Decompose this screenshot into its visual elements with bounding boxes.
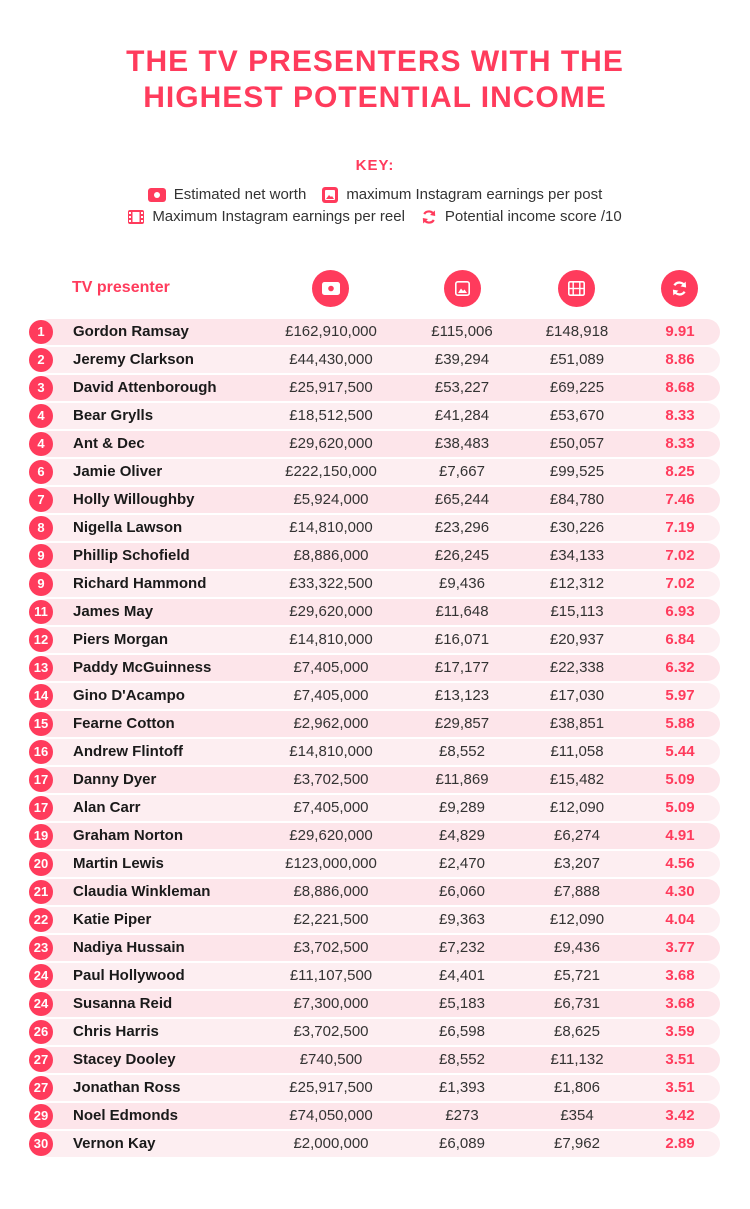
column-header-per-reel: [558, 270, 595, 307]
net-worth-value: £7,405,000: [293, 659, 369, 676]
key-heading: KEY:: [355, 157, 395, 174]
presenter-name: Claudia Winkleman: [73, 883, 211, 900]
table-row: [0, 626, 750, 654]
table-row: [0, 710, 750, 738]
table-row: [0, 514, 750, 542]
per-reel-value: £34,133: [549, 547, 605, 564]
per-post-value: £7,232: [439, 939, 485, 956]
per-reel-value: £12,090: [549, 799, 605, 816]
film-icon: [568, 281, 585, 296]
rank-badge: 7: [29, 488, 53, 512]
per-reel-value: £6,274: [554, 827, 600, 844]
rank-badge: 15: [29, 712, 53, 736]
per-reel-value: £12,312: [549, 575, 605, 592]
table-row: [0, 934, 750, 962]
rank-badge: 6: [29, 460, 53, 484]
net-worth-value: £3,702,500: [293, 771, 369, 788]
score-value: 3.51: [665, 1051, 695, 1068]
page-title: [0, 44, 750, 116]
score-value: 3.51: [665, 1079, 695, 1096]
table-row: [0, 598, 750, 626]
per-post-value: £9,363: [439, 911, 485, 928]
rank-badge: 3: [29, 376, 53, 400]
per-post-value: £1,393: [439, 1079, 485, 1096]
key-per-post-label: maximum Instagram earnings per post: [346, 186, 603, 203]
per-reel-value: £3,207: [554, 855, 600, 872]
rank-badge: 9: [29, 544, 53, 568]
rank-badge: 12: [29, 628, 53, 652]
presenter-name: Nadiya Hussain: [73, 939, 185, 956]
net-worth-value: £2,221,500: [293, 911, 369, 928]
per-post-value: £9,436: [439, 575, 485, 592]
net-worth-value: £2,000,000: [293, 1135, 369, 1152]
rank-badge: 17: [29, 796, 53, 820]
net-worth-value: £740,500: [299, 1051, 363, 1068]
rank-badge: 9: [29, 572, 53, 596]
per-post-value: £4,829: [439, 827, 485, 844]
table-row: [0, 542, 750, 570]
net-worth-value: £2,962,000: [293, 715, 369, 732]
per-post-value: £273: [445, 1107, 479, 1124]
presenter-name: Jeremy Clarkson: [73, 351, 194, 368]
per-post-value: £29,857: [434, 715, 490, 732]
table-row: [0, 850, 750, 878]
score-value: 3.68: [665, 995, 695, 1012]
table-row: [0, 682, 750, 710]
per-post-value: £9,289: [439, 799, 485, 816]
presenter-name: Alan Carr: [73, 799, 141, 816]
per-reel-value: £148,918: [545, 323, 609, 340]
table-row: [0, 1102, 750, 1130]
presenter-name: David Attenborough: [73, 379, 217, 396]
presenter-name: Katie Piper: [73, 911, 152, 928]
rank-badge: 8: [29, 516, 53, 540]
title-line-1: THE TV PRESENTERS WITH THE: [126, 45, 624, 78]
per-reel-value: £38,851: [549, 715, 605, 732]
rank-badge: 17: [29, 768, 53, 792]
presenter-name: Phillip Schofield: [73, 547, 190, 564]
per-reel-value: £51,089: [549, 351, 605, 368]
per-post-value: £8,552: [439, 743, 485, 760]
presenter-name: Andrew Flintoff: [73, 743, 183, 760]
net-worth-value: £7,405,000: [293, 799, 369, 816]
score-value: 7.46: [665, 491, 695, 508]
per-post-value: £53,227: [434, 379, 490, 396]
score-value: 4.56: [665, 855, 695, 872]
per-reel-value: £99,525: [549, 463, 605, 480]
score-value: 5.88: [665, 715, 695, 732]
score-value: 5.44: [665, 743, 695, 760]
rank-badge: 23: [29, 936, 53, 960]
rank-badge: 24: [29, 964, 53, 988]
presenter-name: Noel Edmonds: [73, 1107, 179, 1124]
rank-badge: 26: [29, 1020, 53, 1044]
key-per-reel-label: Maximum Instagram earnings per reel: [152, 208, 405, 225]
key-score-label: Potential income score /10: [444, 208, 622, 225]
refresh-icon: [421, 209, 437, 225]
table-row: [0, 990, 750, 1018]
table-row: [0, 486, 750, 514]
net-worth-value: £74,050,000: [289, 1107, 373, 1124]
presenter-name: Susanna Reid: [73, 995, 173, 1012]
score-value: 7.02: [665, 575, 695, 592]
per-post-value: £2,470: [439, 855, 485, 872]
per-post-value: £11,869: [435, 771, 489, 788]
per-post-value: £41,284: [434, 407, 490, 424]
per-post-value: £7,667: [439, 463, 485, 480]
per-reel-value: £84,780: [549, 491, 605, 508]
table-row: [0, 962, 750, 990]
per-post-value: £4,401: [439, 967, 485, 984]
score-value: 4.91: [665, 827, 695, 844]
score-value: 5.09: [665, 799, 695, 816]
score-value: 6.93: [665, 603, 695, 620]
per-post-value: £6,060: [439, 883, 485, 900]
rank-badge: 1: [29, 320, 53, 344]
presenter-name: Gordon Ramsay: [73, 323, 189, 340]
score-value: 5.97: [665, 687, 695, 704]
per-reel-value: £69,225: [549, 379, 605, 396]
per-reel-value: £5,721: [554, 967, 600, 984]
net-worth-value: £29,620,000: [289, 827, 373, 844]
per-reel-value: £17,030: [549, 687, 605, 704]
per-post-value: £16,071: [434, 631, 490, 648]
key-row-1: [0, 186, 750, 203]
per-post-value: £115,006: [431, 323, 493, 340]
table-row: [0, 374, 750, 402]
net-worth-value: £3,702,500: [293, 1023, 369, 1040]
score-value: 8.68: [665, 379, 695, 396]
score-value: 8.25: [665, 463, 695, 480]
refresh-icon: [671, 280, 688, 297]
net-worth-value: £11,107,500: [289, 967, 373, 984]
key-item-per-post: [322, 186, 602, 203]
table-row: [0, 430, 750, 458]
per-reel-value: £9,436: [554, 939, 600, 956]
presenter-name: Richard Hammond: [73, 575, 207, 592]
presenter-name: Jonathan Ross: [73, 1079, 181, 1096]
table-row: [0, 458, 750, 486]
presenter-name: Chris Harris: [73, 1023, 159, 1040]
per-post-value: £17,177: [434, 659, 490, 676]
key-net-worth-label: Estimated net worth: [173, 186, 307, 203]
per-reel-value: £20,937: [549, 631, 605, 648]
rank-badge: 14: [29, 684, 53, 708]
per-reel-value: £50,057: [549, 435, 605, 452]
presenter-name: Jamie Oliver: [73, 463, 163, 480]
score-value: 6.84: [665, 631, 695, 648]
net-worth-value: £44,430,000: [289, 351, 373, 368]
presenter-name: Piers Morgan: [73, 631, 169, 648]
presenter-name: Gino D'Acampo: [73, 687, 185, 704]
score-value: 5.09: [665, 771, 695, 788]
score-value: 8.33: [665, 407, 695, 424]
net-worth-value: £14,810,000: [289, 519, 373, 536]
per-reel-value: £8,625: [554, 1023, 600, 1040]
rank-badge: 20: [29, 852, 53, 876]
score-value: 2.89: [665, 1135, 695, 1152]
score-value: 9.91: [665, 323, 695, 340]
per-reel-value: £15,482: [549, 771, 605, 788]
per-reel-value: £6,731: [554, 995, 600, 1012]
presenter-name: Bear Grylls: [73, 407, 154, 424]
score-value: 3.59: [665, 1023, 695, 1040]
per-reel-value: £7,962: [554, 1135, 600, 1152]
per-reel-value: £53,670: [549, 407, 605, 424]
per-post-value: £6,089: [439, 1135, 485, 1152]
presenter-name: Danny Dyer: [73, 771, 157, 788]
presenter-table: [0, 318, 750, 1158]
presenter-name: Nigella Lawson: [73, 519, 183, 536]
net-worth-value: £8,886,000: [293, 883, 369, 900]
per-post-value: £6,598: [439, 1023, 485, 1040]
rank-badge: 24: [29, 992, 53, 1016]
per-post-value: £11,648: [435, 603, 489, 620]
key-item-per-reel: [128, 208, 405, 225]
per-post-value: £8,552: [439, 1051, 485, 1068]
score-value: 4.30: [665, 883, 695, 900]
per-post-value: £5,183: [439, 995, 485, 1012]
rank-badge: 11: [29, 600, 53, 624]
per-reel-value: £11,132: [550, 1051, 604, 1068]
table-row: [0, 402, 750, 430]
rank-badge: 19: [29, 824, 53, 848]
net-worth-value: £18,512,500: [289, 407, 373, 424]
per-reel-value: £30,226: [549, 519, 605, 536]
rank-badge: 27: [29, 1076, 53, 1100]
rank-badge: 27: [29, 1048, 53, 1072]
net-worth-value: £29,620,000: [289, 603, 373, 620]
rank-badge: 16: [29, 740, 53, 764]
net-worth-value: £162,910,000: [285, 323, 377, 340]
table-row: [0, 1046, 750, 1074]
net-worth-value: £14,810,000: [289, 743, 373, 760]
table-row: [0, 570, 750, 598]
presenter-name: Paul Hollywood: [73, 967, 185, 984]
net-worth-value: £25,917,500: [289, 1079, 373, 1096]
presenter-name: Paddy McGuinness: [73, 659, 212, 676]
presenter-name: Holly Willoughby: [73, 491, 195, 508]
image-icon: [322, 187, 338, 203]
per-reel-value: £7,888: [554, 883, 600, 900]
rank-badge: 2: [29, 348, 53, 372]
column-header-score: [661, 270, 698, 307]
per-post-value: £39,294: [434, 351, 490, 368]
score-value: 6.32: [665, 659, 695, 676]
score-value: 3.42: [665, 1107, 695, 1124]
table-row: [0, 906, 750, 934]
net-worth-value: £33,322,500: [289, 575, 373, 592]
per-post-value: £23,296: [434, 519, 490, 536]
per-post-value: £13,123: [434, 687, 490, 704]
table-row: [0, 1018, 750, 1046]
per-reel-value: £12,090: [549, 911, 605, 928]
net-worth-value: £14,810,000: [289, 631, 373, 648]
score-value: 7.02: [665, 547, 695, 564]
per-reel-value: £22,338: [549, 659, 605, 676]
rank-badge: 21: [29, 880, 53, 904]
net-worth-value: £5,924,000: [293, 491, 369, 508]
per-post-value: £65,244: [434, 491, 490, 508]
table-row: [0, 766, 750, 794]
score-value: 3.77: [665, 939, 695, 956]
presenter-name: Graham Norton: [73, 827, 184, 844]
table-row: [0, 878, 750, 906]
table-row: [0, 654, 750, 682]
per-reel-value: £15,113: [550, 603, 604, 620]
presenter-name: Stacey Dooley: [73, 1051, 176, 1068]
presenter-name: Ant & Dec: [73, 435, 145, 452]
net-worth-value: £3,702,500: [293, 939, 369, 956]
score-value: 7.19: [665, 519, 695, 536]
per-reel-value: £354: [560, 1107, 594, 1124]
title-line-2: HIGHEST POTENTIAL INCOME: [143, 81, 607, 114]
net-worth-value: £7,300,000: [293, 995, 369, 1012]
presenter-name: Vernon Kay: [73, 1135, 156, 1152]
per-post-value: £38,483: [434, 435, 490, 452]
net-worth-value: £222,150,000: [285, 463, 377, 480]
rank-badge: 13: [29, 656, 53, 680]
key-row-2: [0, 208, 750, 225]
presenter-name: Fearne Cotton: [73, 715, 175, 732]
key-item-score: [421, 208, 622, 225]
per-post-value: £26,245: [434, 547, 490, 564]
table-row: [0, 1130, 750, 1158]
table-row: [0, 738, 750, 766]
film-icon: [128, 210, 144, 224]
net-worth-value: £29,620,000: [289, 435, 373, 452]
per-reel-value: £11,058: [550, 743, 604, 760]
net-worth-value: £7,405,000: [293, 687, 369, 704]
net-worth-value: £123,000,000: [285, 855, 377, 872]
table-row: [0, 346, 750, 374]
table-row: [0, 794, 750, 822]
rank-badge: 22: [29, 908, 53, 932]
score-value: 8.86: [665, 351, 695, 368]
column-header-per-post: [444, 270, 481, 307]
presenter-name: Martin Lewis: [73, 855, 164, 872]
table-row: [0, 1074, 750, 1102]
rank-badge: 4: [29, 404, 53, 428]
money-icon: [322, 282, 340, 295]
money-icon: [148, 188, 166, 202]
rank-badge: 30: [29, 1132, 53, 1156]
column-header-net-worth: [312, 270, 349, 307]
key-item-net-worth: [148, 186, 307, 203]
net-worth-value: £8,886,000: [293, 547, 369, 564]
table-row: [0, 318, 750, 346]
net-worth-value: £25,917,500: [289, 379, 373, 396]
presenter-name: James May: [73, 603, 154, 620]
per-reel-value: £1,806: [554, 1079, 600, 1096]
score-value: 4.04: [665, 911, 695, 928]
rank-badge: 4: [29, 432, 53, 456]
image-icon: [455, 281, 470, 296]
score-value: 8.33: [665, 435, 695, 452]
table-row: [0, 822, 750, 850]
rank-badge: 29: [29, 1104, 53, 1128]
column-header-presenter: TV presenter: [72, 279, 170, 296]
score-value: 3.68: [665, 967, 695, 984]
